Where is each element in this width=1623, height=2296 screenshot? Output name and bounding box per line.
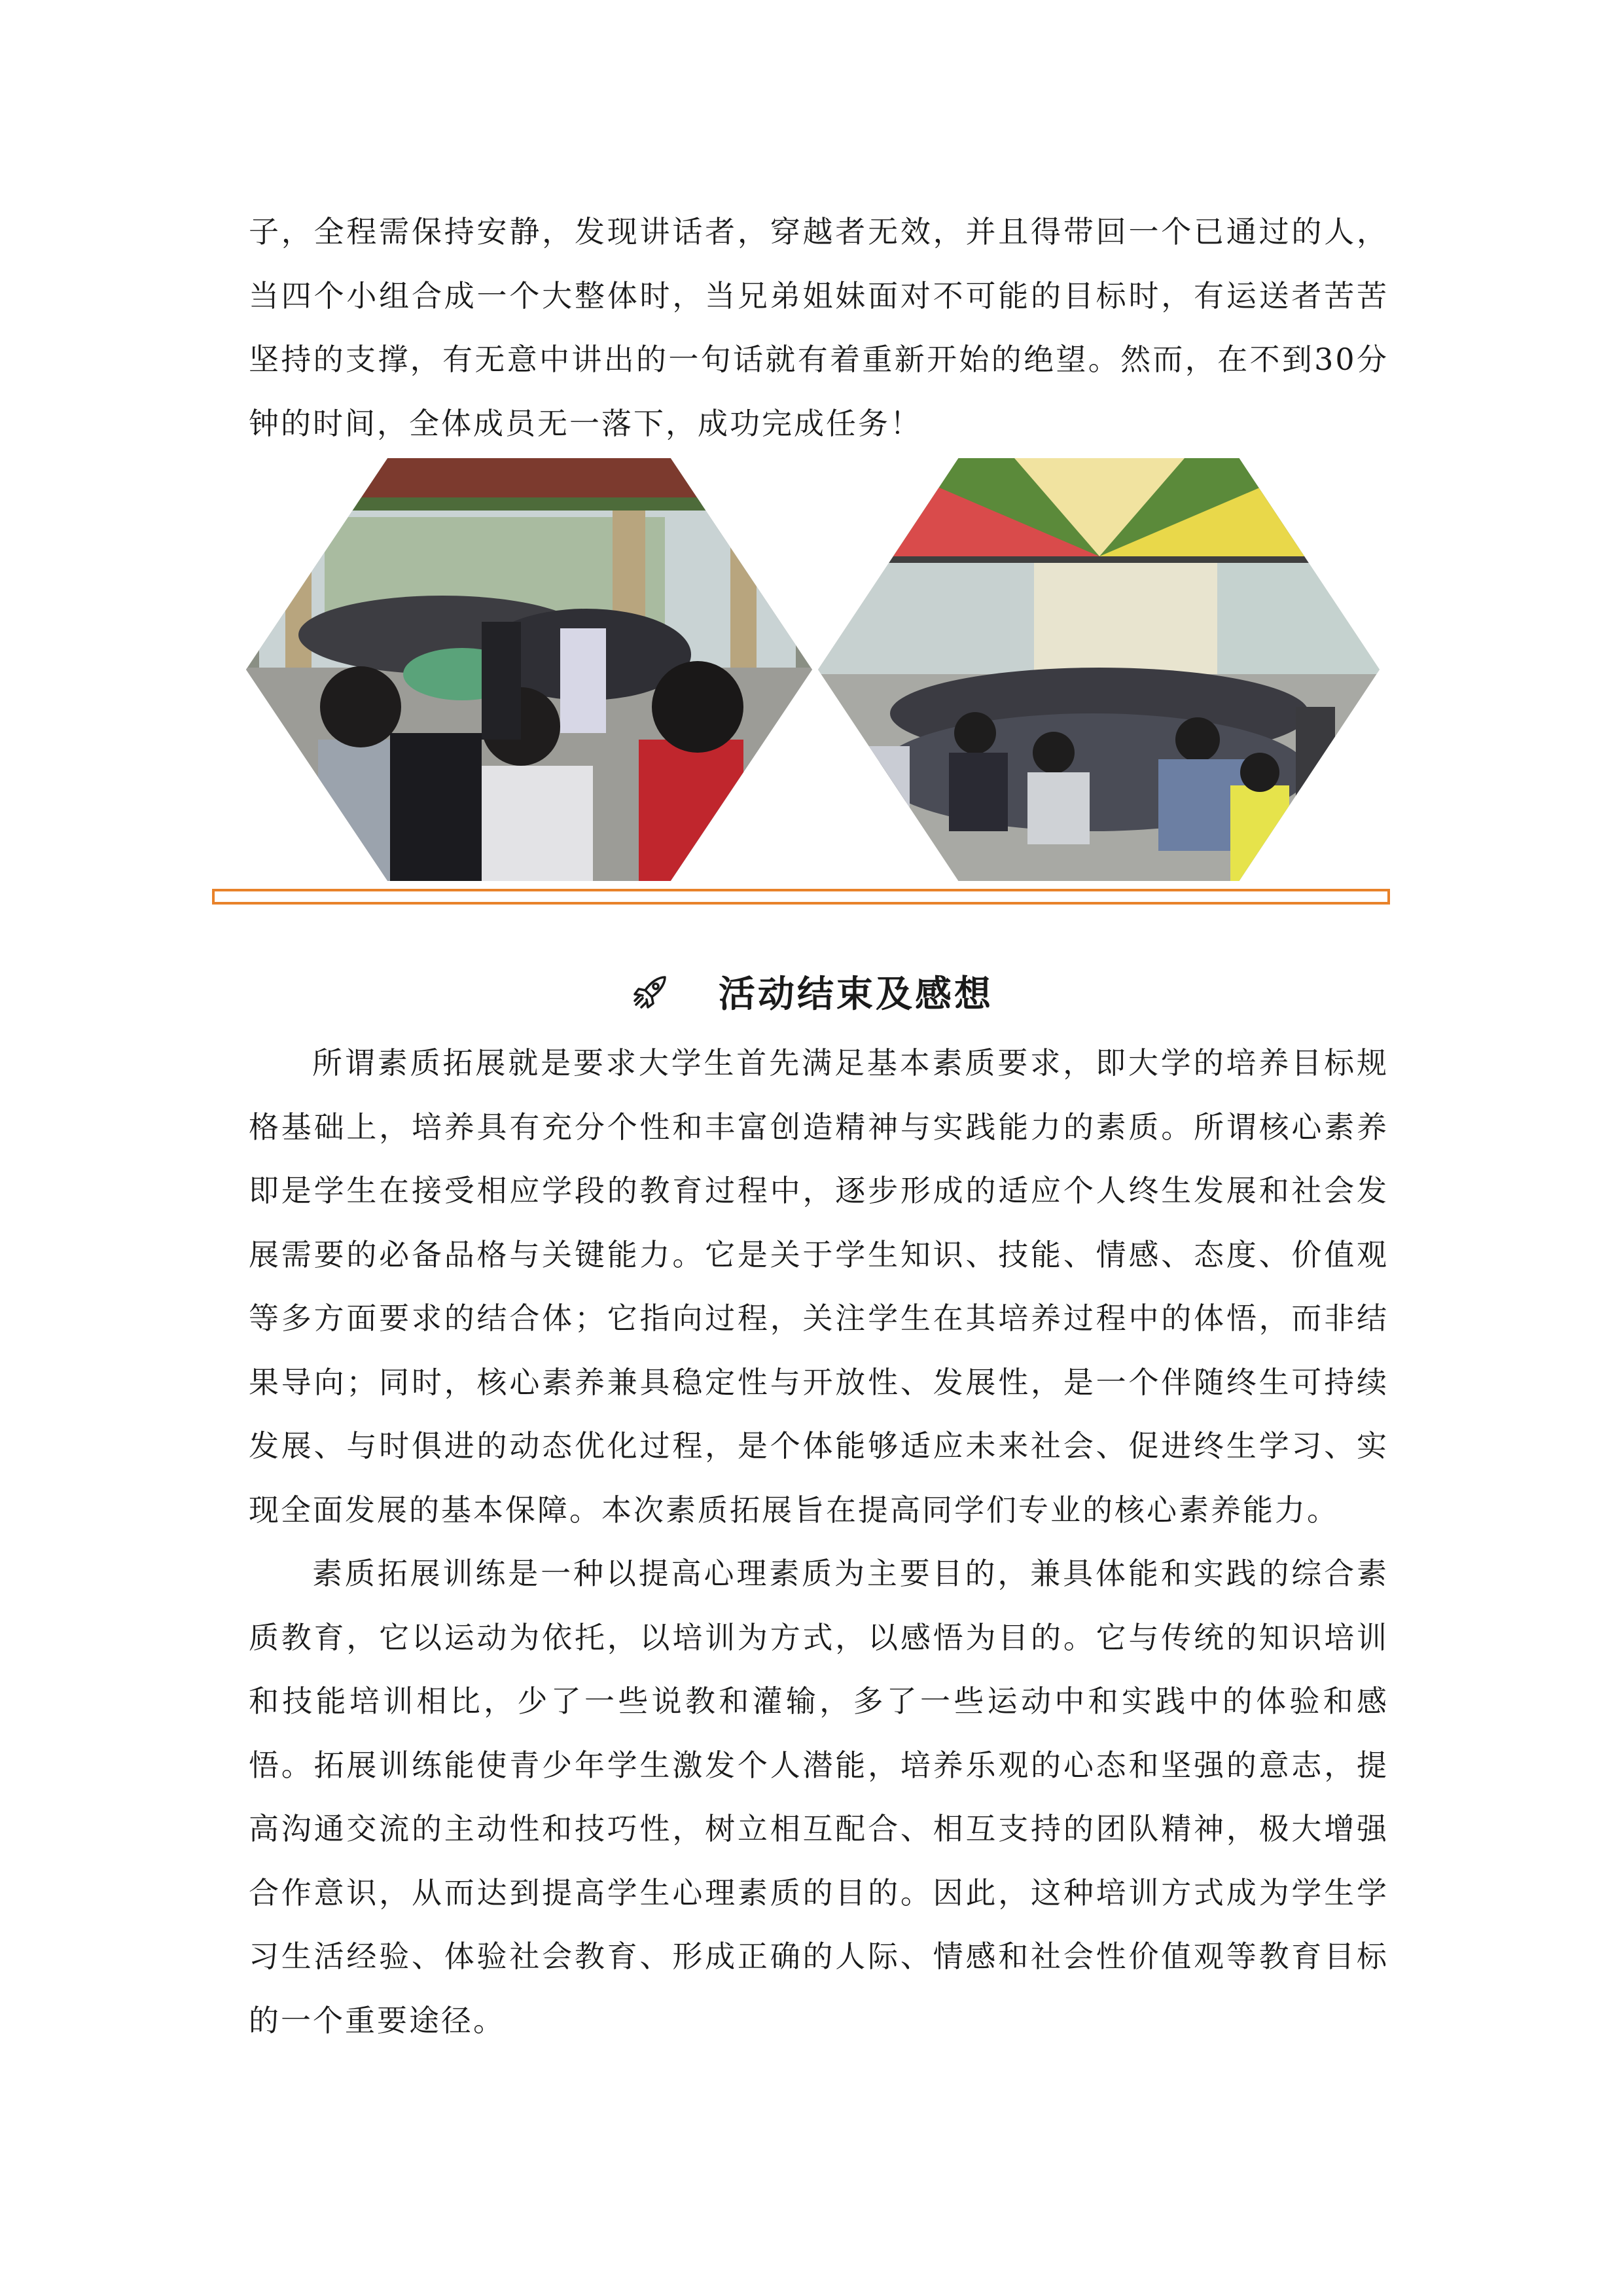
intro-paragraph-block xyxy=(249,200,1389,456)
body-text-block xyxy=(249,1031,1389,2053)
activity-photo-left xyxy=(246,458,812,881)
rocket-icon xyxy=(630,971,671,1013)
body-paragraph-expansion-training: 素质拓展训练是一种以提高心理素质为主要目的，兼具体能和实践的综合素质教育，它以运动为依托，以培训为方式，以感悟为目的。它与传统的知识培训和技能培训相比，少了一些说教和灌输，多了一些运动中和实践中的体验和感悟。拓展训练能使青少年学生激发个人潜能，培养乐观的心态和坚强的意志，提高沟通交流的主动性和技巧性，树立相互配合、相互支持的团队精神，极大增强合作意识，从而达到提高学生心理素质的目的。因此，这种培训方式成为学生学习生活经验、体验社会教育、形成正确的人际、情感和社会性价值观等教育目标的一个重要途径。 xyxy=(249,1556,1389,2038)
section-divider xyxy=(212,888,1390,905)
body-paragraph-core-literacy: 所谓素质拓展就是要求大学生首先满足基本素质要求，即大学的培养目标规格基础上，培养具有充分个性和丰富创造精神与实践能力的素质。所谓核心素养即是学生在接受相应学段的教育过程中，逐步形成的适应个人终生发展和社会发展需要的必备品格与关键能力。它是关于学生知识、技能、情感、态度、价值观等多方面要求的结合体；它指向过程，关注学生在其培养过程中的体悟，而非结果导向；同时，核心素养兼具稳定性与开放性、发展性，是一个伴随终生可持续发展、与时俱进的动态优化过程，是个体能够适应未来社会、促进终生学习、实现全面发展的基本保障。本次素质拓展旨在提高同学们专业的核心素养能力。 xyxy=(249,1045,1389,1528)
activity-photo-right xyxy=(818,458,1380,881)
section-heading xyxy=(0,956,1623,1028)
hexagon-photo-group-carrying-student xyxy=(246,458,812,881)
hexagon-photo-students-crouching-indoors xyxy=(818,458,1380,881)
section-title: 活动结束及感想 xyxy=(719,973,993,1016)
intro-paragraph: 子，全程需保持安静，发现讲话者，穿越者无效，并且得带回一个已通过的人，当四个小组合成一个大整体时，当兄弟姐妹面对不可能的目标时，有运送者苦苦坚持的支撑，有无意中讲出的一句话就有着重新开始的绝望。然而，在不到30分钟的时间，全体成员无一落下，成功完成任务！ xyxy=(249,214,1389,441)
